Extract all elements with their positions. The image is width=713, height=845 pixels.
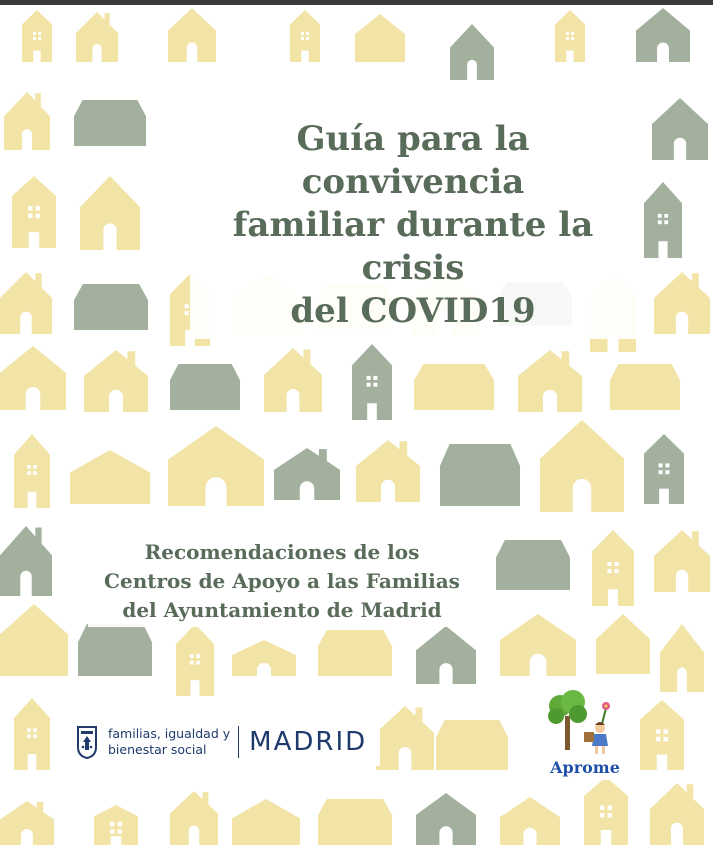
- madrid-city-logo: [70, 718, 380, 766]
- house-shape: [232, 640, 296, 676]
- house-shape: [440, 444, 520, 506]
- house-shape: [0, 346, 66, 410]
- house-shape: [652, 98, 708, 160]
- subtitle-line-3: del Ayuntamiento de Madrid: [122, 598, 442, 622]
- department-line-2: bienestar social: [108, 742, 207, 757]
- house-shape: [22, 10, 52, 62]
- house-shape: [84, 350, 148, 412]
- house-shape: [94, 805, 138, 845]
- house-shape: [610, 364, 680, 410]
- house-shape: [500, 614, 576, 676]
- house-shape: [416, 793, 476, 845]
- title-line-3: del COVID19: [290, 291, 536, 331]
- house-shape: [660, 624, 704, 692]
- house-shape: [644, 434, 684, 504]
- title-line-2: familiar durante la crisis: [232, 205, 594, 288]
- house-shape: [318, 630, 392, 676]
- house-shape: [596, 614, 650, 674]
- house-shape: [168, 426, 264, 506]
- house-shape: [232, 799, 300, 845]
- house-shape: [555, 10, 585, 62]
- house-shape: [636, 8, 690, 62]
- house-shape: [414, 364, 494, 410]
- house-shape: [0, 526, 52, 596]
- house-shape: [0, 604, 68, 676]
- title-line-1: Guía para la convivencia: [296, 119, 530, 202]
- house-shape: [352, 344, 392, 420]
- tree-child-icon: [540, 688, 630, 760]
- subtitle: [88, 536, 476, 627]
- house-shape: [274, 448, 340, 500]
- house-shape: [14, 698, 50, 770]
- house-shape: [592, 530, 634, 606]
- house-shape: [170, 364, 240, 410]
- house-shape: [290, 10, 320, 62]
- house-shape: [640, 700, 684, 770]
- house-shape: [264, 348, 322, 412]
- house-shape: [450, 24, 494, 80]
- house-shape: [654, 530, 710, 592]
- house-shape: [496, 540, 570, 590]
- aprome-wordmark: Aprome: [550, 758, 620, 777]
- house-shape: [70, 450, 150, 504]
- house-shape: [74, 100, 146, 146]
- madrid-shield-icon: [76, 725, 98, 759]
- house-shape: [4, 92, 50, 150]
- house-shape: [500, 797, 560, 845]
- department-line-1: familias, igualdad y: [108, 726, 231, 741]
- house-shape: [0, 272, 52, 334]
- subtitle-line-1: Recomendaciones de los: [144, 540, 420, 564]
- house-shape: [318, 799, 392, 845]
- house-shape: [650, 783, 704, 845]
- house-shape: [170, 791, 218, 845]
- house-shape: [80, 176, 140, 250]
- house-shape: [584, 777, 628, 845]
- house-shape: [518, 350, 582, 412]
- aprome-logo: [540, 688, 630, 780]
- house-shape: [540, 420, 624, 512]
- house-shape: [376, 706, 434, 770]
- house-shape: [12, 176, 56, 248]
- top-border: [0, 0, 713, 5]
- department-name: [108, 726, 239, 758]
- house-shape: [644, 182, 682, 258]
- subtitle-line-2: Centros de Apoyo a las Familias: [104, 569, 460, 593]
- house-shape: [168, 8, 216, 62]
- house-shape: [14, 434, 50, 508]
- house-shape: [416, 626, 476, 684]
- house-shape: [436, 720, 508, 770]
- house-shape: [355, 14, 405, 62]
- house-shape: [176, 624, 214, 696]
- house-shape: [0, 801, 54, 845]
- house-shape: [76, 12, 118, 62]
- house-shape: [78, 624, 152, 676]
- madrid-wordmark: MADRID: [249, 727, 368, 757]
- house-shape: [356, 440, 420, 502]
- page-title: [190, 112, 636, 339]
- house-shape: [654, 272, 710, 334]
- house-shape: [74, 284, 148, 330]
